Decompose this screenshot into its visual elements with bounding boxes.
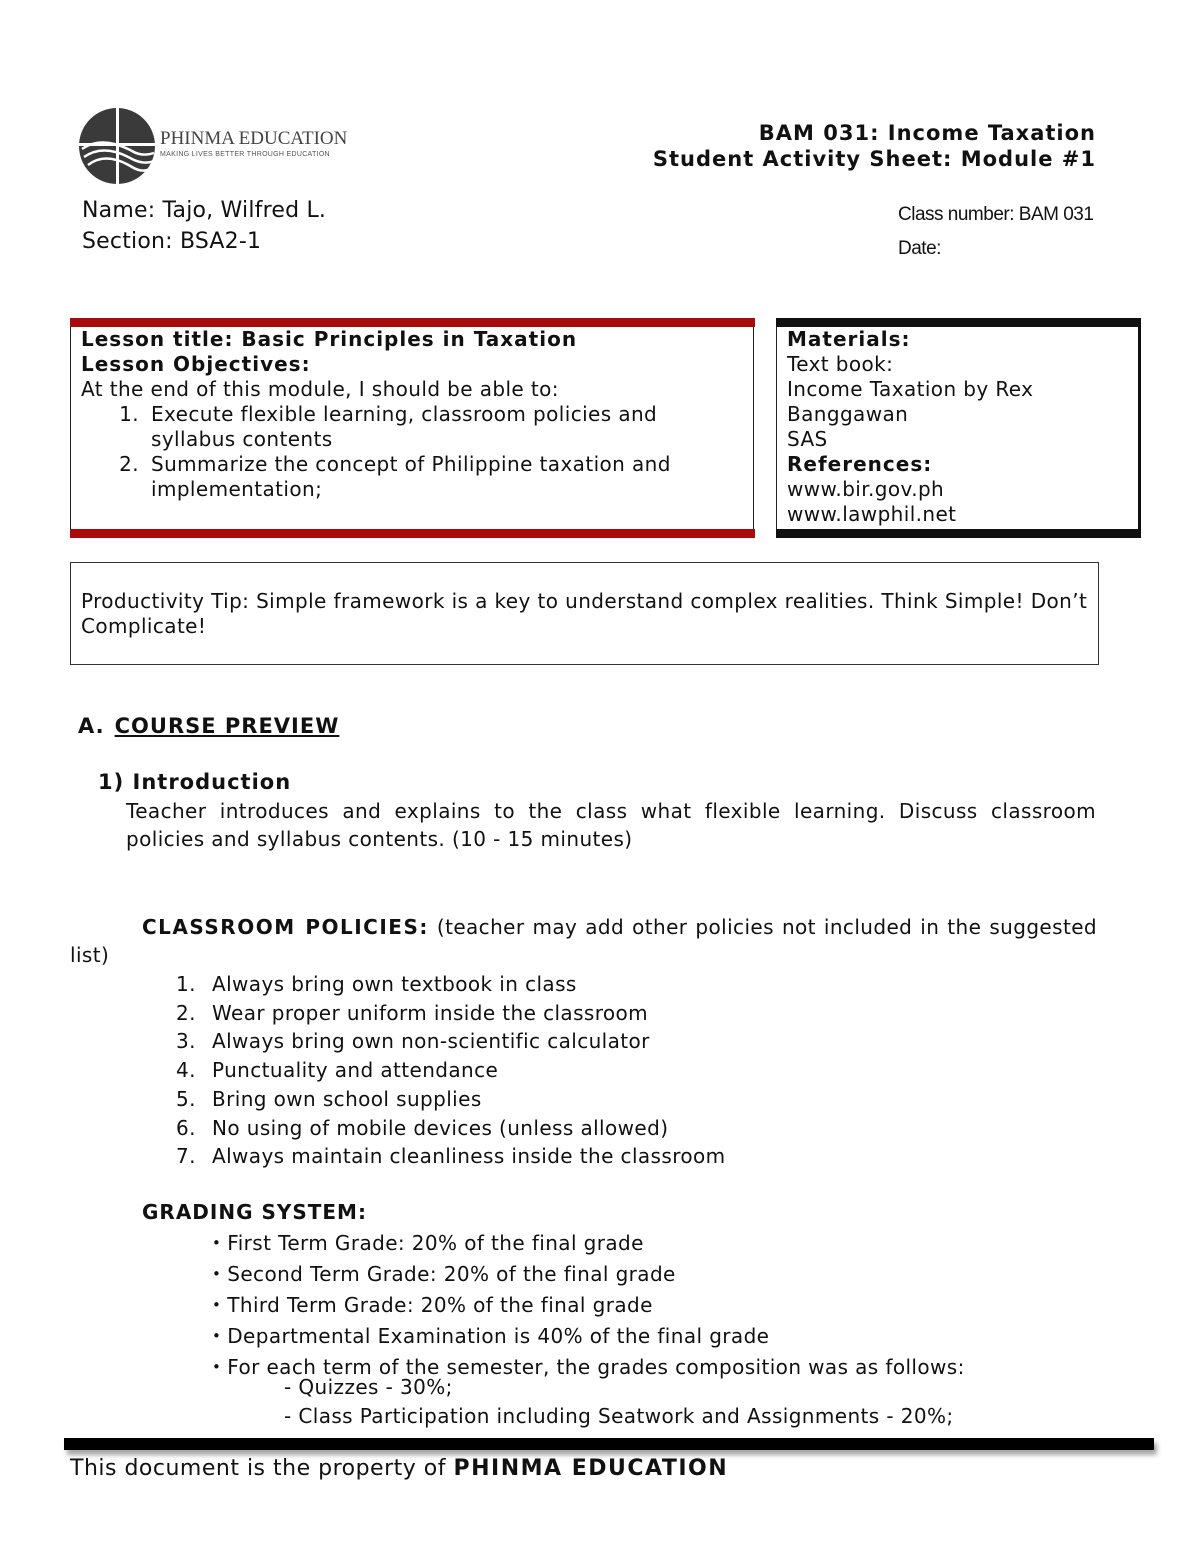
grading-heading: GRADING SYSTEM: [142,1200,367,1224]
list-item: • Departmental Examination is 40% of the final grade [212,1322,965,1353]
footer-divider [64,1438,1154,1450]
materials-content [787,327,1132,527]
course-title: BAM 031: Income Taxation [758,121,1096,145]
footer-owner: PHINMA EDUCATION [453,1456,729,1481]
lesson-box [70,318,754,538]
materials-box-top-bar [776,318,1142,327]
list-item: • Second Term Grade: 20% of the final grade [212,1260,965,1291]
materials-box [776,318,1141,538]
section-title: COURSE PREVIEW [114,714,340,738]
lesson-box-bottom-bar [70,529,755,538]
lesson-box-top-bar [70,318,755,327]
student-info [82,195,326,257]
list-item: • First Term Grade: 20% of the final grade [212,1229,965,1260]
grading-list [212,1229,965,1384]
list-item: 5. Bring own school supplies [176,1086,482,1111]
sheet-title: Student Activity Sheet: Module #1 [652,147,1096,171]
section-a-heading [78,714,347,738]
list-item: 2. Wear proper uniform inside the classroom [176,1000,649,1025]
list-item: 4. Punctuality and attendance [176,1058,499,1083]
logo-tagline: MAKING LIVES BETTER THROUGH EDUCATION [160,151,330,158]
material-item: Text book: [787,352,894,376]
list-item: 6. No using of mobile devices (unless allowed) [176,1115,669,1140]
list-item: - Quizzes - 30%; [284,1375,453,1399]
objective-item: 1. Execute flexible learning, classroom policies and syllabus contents [119,402,658,451]
class-number: Class number: BAM 031 [898,204,1094,225]
list-item: 7. Always maintain cleanliness inside the classroom [176,1144,726,1169]
section-letter: A. [78,714,105,738]
objectives-intro: At the end of this module, I should be able to: [81,377,559,401]
productivity-tip-text: Productivity Tip: Simple framework is a key to understand complex realities. Think Simple! Don’t Complicate! [81,589,1088,638]
introduction-text: Teacher introduces and explains to the class what flexible learning. Discuss classroom policies and syllabus contents. (10 - 15 minutes) [126,799,1096,851]
lesson-title: Lesson title: Basic Principles in Taxation [81,327,578,351]
introduction-heading: 1) Introduction [98,770,292,794]
list-item: - Class Participation including Seatwork and Assignments - 20%; [284,1404,954,1428]
material-item: SAS [787,427,828,451]
objective-item: 2. Summarize the concept of Philippine taxation and implementation; [119,452,671,501]
objectives-heading: Lesson Objectives: [81,352,311,376]
references-heading: References: [787,452,933,476]
list-item: 3. Always bring own non-scientific calculator [176,1029,650,1054]
class-info [898,198,1093,266]
list-item: • For each term of the semester, the grades composition was as follows: [212,1353,965,1384]
materials-heading: Materials: [787,327,911,351]
footer-prefix: This document is the property of [70,1456,454,1481]
reference-link[interactable]: www.bir.gov.ph [787,477,945,501]
date-label: Date: [898,238,941,259]
grade-composition-list [284,1373,954,1431]
policies-heading: CLASSROOM POLICIES: [142,915,429,939]
footer-text [70,1456,728,1481]
material-item: Income Taxation by Rex Banggawan [787,377,1034,426]
course-header [653,120,1096,172]
student-name: Name: Tajo, Wilfred L. [82,198,327,223]
classroom-policies-intro [70,913,1097,969]
list-item: 1. Always bring own textbook in class [176,972,577,996]
lesson-content [81,327,745,502]
student-section: Section: BSA2-1 [82,229,262,254]
logo-name: PHINMA EDUCATION [160,128,348,149]
productivity-tip-box [70,562,1099,665]
list-item: • Third Term Grade: 20% of the final grade [212,1291,965,1322]
reference-link[interactable]: www.lawphil.net [787,502,957,526]
policies-note: (teacher may add other policies not included in the suggested list) [70,915,1097,967]
policy-list [176,970,726,1171]
materials-box-bottom-bar [776,529,1142,538]
